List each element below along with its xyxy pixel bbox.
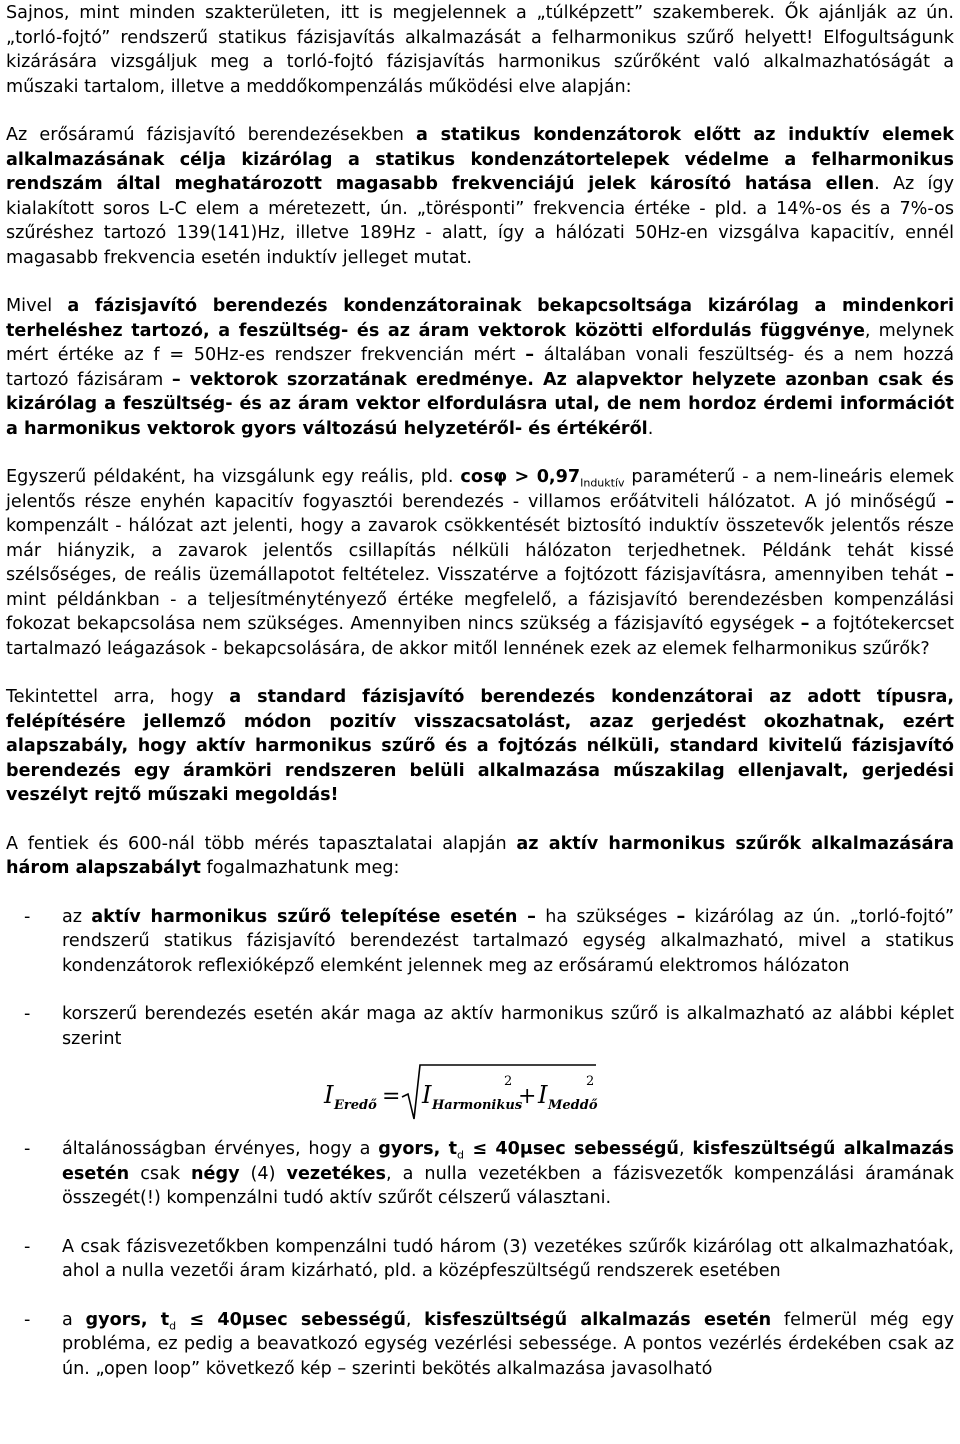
text-run: korszerű berendezés esetén akár maga az aktív harmonikus szűrő is alkalmazható az alábbi képlet szerint <box>62 1004 954 1049</box>
bold-run: a statikus kondenzátorok előtt az induktív elemek alkalmazásának célja kizárólag a statikus kondenzátortelepek védelme a felharmonikus rendszám által meghatározott magasabb frekvenciájú jelek károsító hatása ellen <box>6 125 954 194</box>
paragraph-rules-intro <box>6 832 954 881</box>
formula-term2-sup: 2 <box>586 1074 595 1089</box>
list-dash: - <box>24 1004 31 1024</box>
list-item <box>6 905 954 979</box>
bold-run: – <box>800 614 810 634</box>
bold-run: a standard fázisjavító berendezés kondenzátorai az adott típusra, felépítésére jellemző módon pozitív visszacsatolást, azaz gerjedést okozhatnak, ezért alapszabály, hogy aktív harmonikus szűrő és a fojtózás nélküli, standard kivitelű fázisjavító berendezés egy áramköri rendszeren belüli alkalmazása műszakilag ellenjavalt, gerjedési veszélyt rejtő műszaki megoldás! <box>6 687 955 805</box>
text-run: A fentiek és 600-nál több mérés tapasztalatai alapján <box>6 833 517 854</box>
text-run: (4) <box>239 1163 287 1184</box>
text-run: az <box>62 906 92 927</box>
formula-lhs: I <box>324 1081 334 1109</box>
bold-run: gyors, t <box>85 1309 170 1330</box>
text-run: fogalmazhatunk meg: <box>200 858 400 878</box>
paragraph-inductive-elements <box>6 123 954 270</box>
text-run: a fojtótekercset tartalmazó leágazások - bekapcsolására, de akkor mitől lennének ezek az elemek felharmonikus szűrők? <box>6 614 954 659</box>
bold-run: ≤ 40μsec sebességű <box>176 1309 406 1330</box>
bold-run: – <box>945 565 954 585</box>
text-run: . Az így kialakított soros L-C elem a méretezett, ún. „törésponti” frekvencia értéke - pld. a 14%-os és a 7%-os szűréshez tartozó 139(141)Hz, illetve 189Hz - alatt, így a hálózati 50Hz-en vizsgálva kapacitív, ennél magasabb frekvencia esetén induktív jelleget mutat. <box>6 174 954 268</box>
bold-run: cosφ > 0,97 <box>460 467 581 487</box>
bold-run: – <box>945 491 954 512</box>
list-item <box>6 1235 954 1284</box>
text-run: általában vonali feszültség- és a nem hozzá tartozó fázisáram <box>6 345 954 390</box>
text-run: paraméterű - a nem-lineáris elemek jelentős része enyhén kapacitív fogyasztói berendezés - villamos erőátviteli hálózatot. A jó minőségű <box>6 467 954 512</box>
subscript-run: d <box>457 1148 464 1162</box>
formula-term1-sub: Harmonikus <box>432 1098 523 1113</box>
bold-run: – vektorok szorzatának eredménye. Az alapvektor helyzete azonban csak és kizárólag a feszültség- és az áram vektor elfordulásra utal, de nem hordoz érdemi információt a harmonikus vektorok gyors változású helyzetéről- és értékéről <box>6 369 954 439</box>
text-run: a <box>62 1309 86 1330</box>
text-run: , <box>678 1139 693 1159</box>
list-item <box>6 1002 954 1051</box>
paragraph-capacitor-switching <box>6 294 954 441</box>
text-run: Tekintettel arra, hogy <box>6 687 230 707</box>
text-run: kompenzált - hálózat azt jelenti, hogy a zavarok csökkentését biztosító induktív összetevők jelentős része már hiányzik, a zavarok jelentős csillapítás nélküli hálózaton terjedhetnek. Példánk tehát kissé szélsőséges, de reális üzemállapotot feltételez. Visszatérve a fojtózott fázisjavításra, amennyiben tehát <box>6 516 954 585</box>
list-dash: - <box>24 1139 31 1159</box>
bold-run: ≤ 40μsec sebességű <box>463 1139 679 1159</box>
formula-term1: I <box>422 1081 432 1109</box>
formula-term2: I <box>538 1081 548 1109</box>
bold-run: az aktív harmonikus szűrők alkalmazására három alapszabályt <box>6 833 955 878</box>
bold-run: – <box>676 906 686 927</box>
bold-run: gyors, t <box>378 1139 457 1159</box>
text-run: , melynek mért értéke az f = 50Hz-es rendszer frekvencián mért <box>6 320 954 365</box>
formula-block <box>6 1059 954 1129</box>
text-run: Az erősáramú fázisjavító berendezésekben <box>6 125 417 145</box>
list-dash: - <box>24 1309 31 1330</box>
bold-run: kisfeszültségű alkalmazás esetén <box>424 1309 772 1330</box>
paragraph-example <box>6 465 954 661</box>
text-run: Sajnos, mint minden szakterületen, itt is megjelennek a „túlképzett” szakemberek. Ők ajánlják az ún. „torló-fojtó” rendszerű statikus fázisjavítás alkalmazását a felharmonikus szűrő helyett! Elfogultságunk kizárására vizsgáljuk meg a torló-fojtó fázisjavítás harmonikus szűrőként való alkalmazhatóságát a műszaki tartalom, illetve a meddőkompenzálás működési elve alapján: <box>6 3 954 97</box>
text-run: , a nulla vezetékben a fázisvezetők kompenzálási áramának összegét(!) kompenzálni tudó aktív szűrőt célszerű választani. <box>62 1163 954 1208</box>
text-run: kizárólag az ún. „torló-fojtó” rendszerű statikus fázisjavító berendezést tartalmazó egység alkalmazható, mivel a statikus kondenzátorok reflexióképző elemként jelennek meg az erősáramú elektromos hálózaton <box>62 906 955 976</box>
text-run: csak <box>129 1163 192 1184</box>
text-run: általánosságban érvényes, hogy a <box>62 1139 379 1159</box>
current-formula <box>318 1059 598 1125</box>
bold-run: négy <box>191 1163 240 1184</box>
bold-run: vezetékes <box>286 1163 387 1184</box>
text-run: A csak fázisvezetőkben kompenzálni tudó három (3) vezetékes szűrők kizárólag ott alkalmazhatóak, ahol a nulla vezetői áram kizárható, pld. a középfeszültségű rendszerek esetében <box>62 1236 954 1281</box>
bold-run: a fázisjavító berendezés kondenzátorainak bekapcsoltsága kizárólag a mindenkori terheléshez tartozó, a feszültség- és az áram vektorok közötti elfordulás függvénye <box>6 296 954 341</box>
formula-equals: = <box>382 1084 401 1109</box>
list-item <box>6 1308 954 1382</box>
paragraph-intro <box>6 1 954 99</box>
formula-lhs-sub: Eredő <box>334 1098 377 1113</box>
list-item <box>6 1137 954 1211</box>
text-run: ha szükséges <box>535 906 677 927</box>
formula-term1-sup: 2 <box>504 1074 513 1089</box>
bold-run: aktív harmonikus szűrő telepítése esetén – <box>91 906 536 927</box>
text-run: . <box>647 418 654 439</box>
list-dash: - <box>24 1236 31 1257</box>
formula-plus: + <box>518 1084 537 1109</box>
text-run: , <box>405 1309 425 1330</box>
text-run: felmerül még egy probléma, ez pedig a beavatkozó egység vezérlési sebessége. A pontos vezérlés érdekében csak az ún. „open loop” következő kép – szerinti bekötés alkalmazása javasolható <box>62 1309 954 1379</box>
subscript-run: Induktív <box>580 476 625 490</box>
formula-term2-sub: Meddő <box>548 1098 598 1113</box>
text-run: Egyszerű példaként, ha vizsgálunk egy reális, pld. <box>6 467 461 487</box>
list-dash: - <box>24 906 31 927</box>
bold-run: kisfeszültségű alkalmazás esetén <box>62 1139 954 1184</box>
text-run: mint példánkban - a teljesítménytényező értéke megfelelő, a fázisjavító berendezésben kompenzálási fokozat bekapcsolása nem szükséges. Amennyiben nincs szükség a fázisjavító egységek <box>6 589 954 634</box>
bold-run: – <box>525 345 535 365</box>
text-run: Mivel <box>6 296 68 316</box>
subscript-run: d <box>169 1319 177 1333</box>
paragraph-rule-warning <box>6 685 954 808</box>
